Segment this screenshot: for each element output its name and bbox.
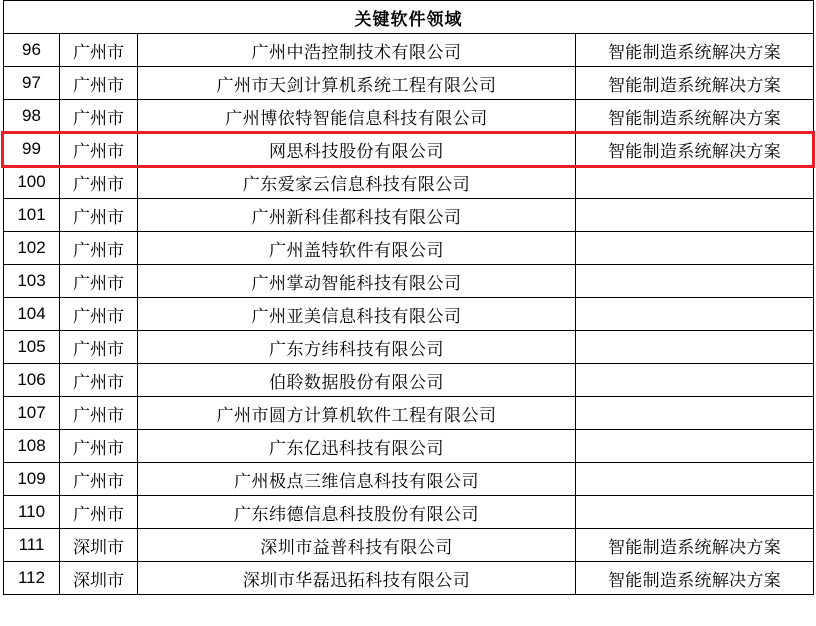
row-city-cell: 广州市 <box>60 166 138 199</box>
row-city-cell: 广州市 <box>60 265 138 298</box>
row-field-cell: 智能制造系统解决方案 <box>576 133 814 166</box>
row-index-cell: 104 <box>4 298 60 331</box>
row-city-cell: 广州市 <box>60 34 138 67</box>
row-field-cell <box>576 298 814 331</box>
row-city-cell: 广州市 <box>60 430 138 463</box>
row-company-cell: 广州市天剑计算机系统工程有限公司 <box>138 67 576 100</box>
table-row <box>4 463 814 496</box>
row-city-cell: 广州市 <box>60 463 138 496</box>
row-field-cell <box>576 265 814 298</box>
row-field-cell <box>576 397 814 430</box>
row-field-cell <box>576 463 814 496</box>
page-title: 关键软件领域 <box>4 1 814 34</box>
row-index-cell: 107 <box>4 397 60 430</box>
row-field-cell: 智能制造系统解决方案 <box>576 529 814 562</box>
row-field-cell <box>576 496 814 529</box>
row-city-cell: 广州市 <box>60 298 138 331</box>
row-index-cell: 108 <box>4 430 60 463</box>
row-city-cell: 深圳市 <box>60 562 138 595</box>
table-row <box>4 397 814 430</box>
row-index-cell: 103 <box>4 265 60 298</box>
row-city-cell: 广州市 <box>60 232 138 265</box>
row-index-cell: 106 <box>4 364 60 397</box>
row-field-cell: 智能制造系统解决方案 <box>576 34 814 67</box>
row-company-cell: 广东亿迅科技有限公司 <box>138 430 576 463</box>
row-field-cell <box>576 430 814 463</box>
table-row <box>4 199 814 232</box>
table-row <box>4 232 814 265</box>
row-company-cell: 广州市圆方计算机软件工程有限公司 <box>138 397 576 430</box>
row-city-cell: 广州市 <box>60 397 138 430</box>
row-field-cell <box>576 232 814 265</box>
row-index-cell: 98 <box>4 100 60 133</box>
table-row <box>4 562 814 595</box>
row-index-cell: 97 <box>4 67 60 100</box>
row-field-cell: 智能制造系统解决方案 <box>576 67 814 100</box>
row-city-cell: 广州市 <box>60 67 138 100</box>
row-company-cell: 广东爱家云信息科技有限公司 <box>138 166 576 199</box>
row-index-cell: 111 <box>4 529 60 562</box>
company-list-table <box>3 0 814 595</box>
row-field-cell <box>576 364 814 397</box>
row-company-cell: 广州极点三维信息科技有限公司 <box>138 463 576 496</box>
table-body <box>4 1 814 595</box>
row-index-cell: 112 <box>4 562 60 595</box>
row-company-cell: 广州掌动智能科技有限公司 <box>138 265 576 298</box>
table-row <box>4 496 814 529</box>
row-city-cell: 广州市 <box>60 331 138 364</box>
row-company-cell: 伯聆数据股份有限公司 <box>138 364 576 397</box>
row-city-cell: 广州市 <box>60 364 138 397</box>
table-title-row <box>4 1 814 34</box>
row-company-cell: 广州亚美信息科技有限公司 <box>138 298 576 331</box>
row-index-cell: 105 <box>4 331 60 364</box>
table-row <box>4 133 814 166</box>
row-company-cell: 广东方纬科技有限公司 <box>138 331 576 364</box>
row-company-cell: 网思科技股份有限公司 <box>138 133 576 166</box>
row-index-cell: 101 <box>4 199 60 232</box>
row-index-cell: 109 <box>4 463 60 496</box>
row-field-cell <box>576 331 814 364</box>
row-index-cell: 110 <box>4 496 60 529</box>
row-company-cell: 广州中浩控制技术有限公司 <box>138 34 576 67</box>
table-row <box>4 100 814 133</box>
row-index-cell: 102 <box>4 232 60 265</box>
row-field-cell: 智能制造系统解决方案 <box>576 562 814 595</box>
row-index-cell: 96 <box>4 34 60 67</box>
table-row <box>4 331 814 364</box>
row-company-cell: 广东纬德信息科技股份有限公司 <box>138 496 576 529</box>
table-row <box>4 298 814 331</box>
row-city-cell: 广州市 <box>60 199 138 232</box>
row-field-cell <box>576 199 814 232</box>
table-row <box>4 430 814 463</box>
row-index-cell: 100 <box>4 166 60 199</box>
row-city-cell: 广州市 <box>60 133 138 166</box>
table-row <box>4 166 814 199</box>
table-row <box>4 529 814 562</box>
row-company-cell: 广州新科佳都科技有限公司 <box>138 199 576 232</box>
row-company-cell: 深圳市华磊迅拓科技有限公司 <box>138 562 576 595</box>
table-row <box>4 67 814 100</box>
row-company-cell: 广州盖特软件有限公司 <box>138 232 576 265</box>
row-company-cell: 广州博依特智能信息科技有限公司 <box>138 100 576 133</box>
table-row <box>4 34 814 67</box>
row-company-cell: 深圳市益普科技有限公司 <box>138 529 576 562</box>
table-row <box>4 364 814 397</box>
row-city-cell: 广州市 <box>60 100 138 133</box>
row-field-cell: 智能制造系统解决方案 <box>576 100 814 133</box>
table-row <box>4 265 814 298</box>
row-field-cell <box>576 166 814 199</box>
row-city-cell: 深圳市 <box>60 529 138 562</box>
row-index-cell: 99 <box>4 133 60 166</box>
row-city-cell: 广州市 <box>60 496 138 529</box>
